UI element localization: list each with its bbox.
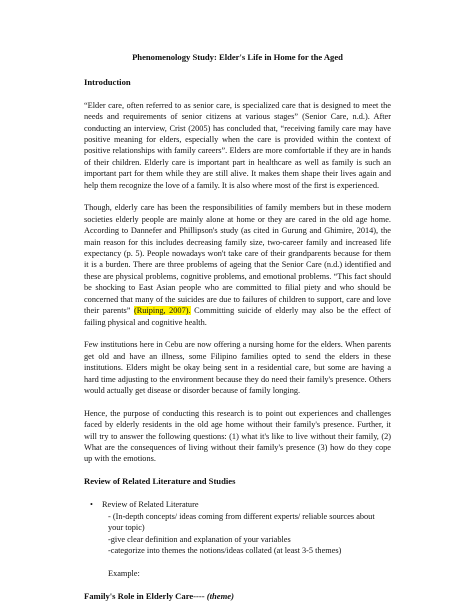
paragraph-2-text: Though, elderly care has been the responsibilities of family members but in these modern societies elderly people are mainly alone at home or they are cared in the old age home. According to Dannefer and Phillipson's study (as cited in Gurung and Ghimire, 2014), the main reason for this includes decreasing family size, two-career family and increased life expectancy (p. 5). People nowadays won't take care of their grandparents because for them it is a burden. There are three problems of ageing that the Senior Care (n.d.) identified and these are physical problems, cognitive problems, and emotional problems. “This fact should be shocking to East Asian people who are committed to filial piety and who should be concerned that many of the suicides are due to failures of children to support, care and love their parents” xyxy=(84,203,391,316)
bullet-label: Review of Related Literature xyxy=(102,499,199,509)
introduction-heading: Introduction xyxy=(84,77,131,88)
document-body xyxy=(84,52,391,602)
paragraph-2-ending: Committing suicide of elderly may also be the effect of failing physical and cognitive health. xyxy=(84,306,391,327)
family-role-heading xyxy=(84,591,391,602)
document-title: Phenomenology Study: Elder's Life in Home for the Aged xyxy=(132,52,343,62)
intro-paragraph-2 xyxy=(84,202,391,327)
intro-paragraph-4: Hence, the purpose of conducting this research is to point out experiences and challenges faced by elderly residents in the old age home without their family's presence. Further, it will try to answer the following questions: (1) what it's like to live without their family, (2) What are the consequences of living without their family's presence (3) how do they cope up with the emotions. xyxy=(84,408,391,464)
family-heading-theme: (theme) xyxy=(206,591,234,601)
example-label: Example: xyxy=(108,568,140,578)
highlighted-citation: (Ruiping, 2007). xyxy=(133,306,191,316)
rrl-heading: Review of Related Literature and Studies xyxy=(84,476,236,487)
sub-list-item: - (In-depth concepts/ ideas coming from different experts/ reliable sources about your topic) xyxy=(108,511,375,533)
intro-paragraph-3: Few institutions here in Cebu are now offering a nursing home for the elders. When parents get old and have an illness, some Filipino families opted to send the elders in these institutions. Elders might be okay being sent in a residential care, but some are having a hard time adjusting to the environment because they do need their family's presence. Others would actually get disease or disorder because of family longing. xyxy=(84,340,391,395)
intro-paragraph-1: “Elder care, often referred to as senior care, is specialized care that is designed to meet the needs and requirements of senior citizens at various stages” (Senior Care, n.d.). After conducting an interview, Crist (2005) has concluded that, “receiving family care may have positive meaning for elders, especially when the care is provided within the context of positive relationships with family careers”. Elders are more comfortable if they are in hands of their children. Elderly care is important part in healthcare as well as family is such an important part for them while they are still alive. It makes them shape their lives again and help them recognize the love of a family. It is also where most of the first is experienced. xyxy=(84,100,391,190)
sub-list-item: -categorize into themes the notions/ideas collated (at least 3-5 themes) xyxy=(108,546,342,556)
bullet-item xyxy=(84,499,391,510)
bullet-icon: • xyxy=(90,499,93,509)
sub-list xyxy=(84,511,391,557)
sub-list-item: -give clear definition and explanation of your variables xyxy=(108,534,291,544)
family-heading-text: Family's Role in Elderly Care---- xyxy=(84,591,205,601)
